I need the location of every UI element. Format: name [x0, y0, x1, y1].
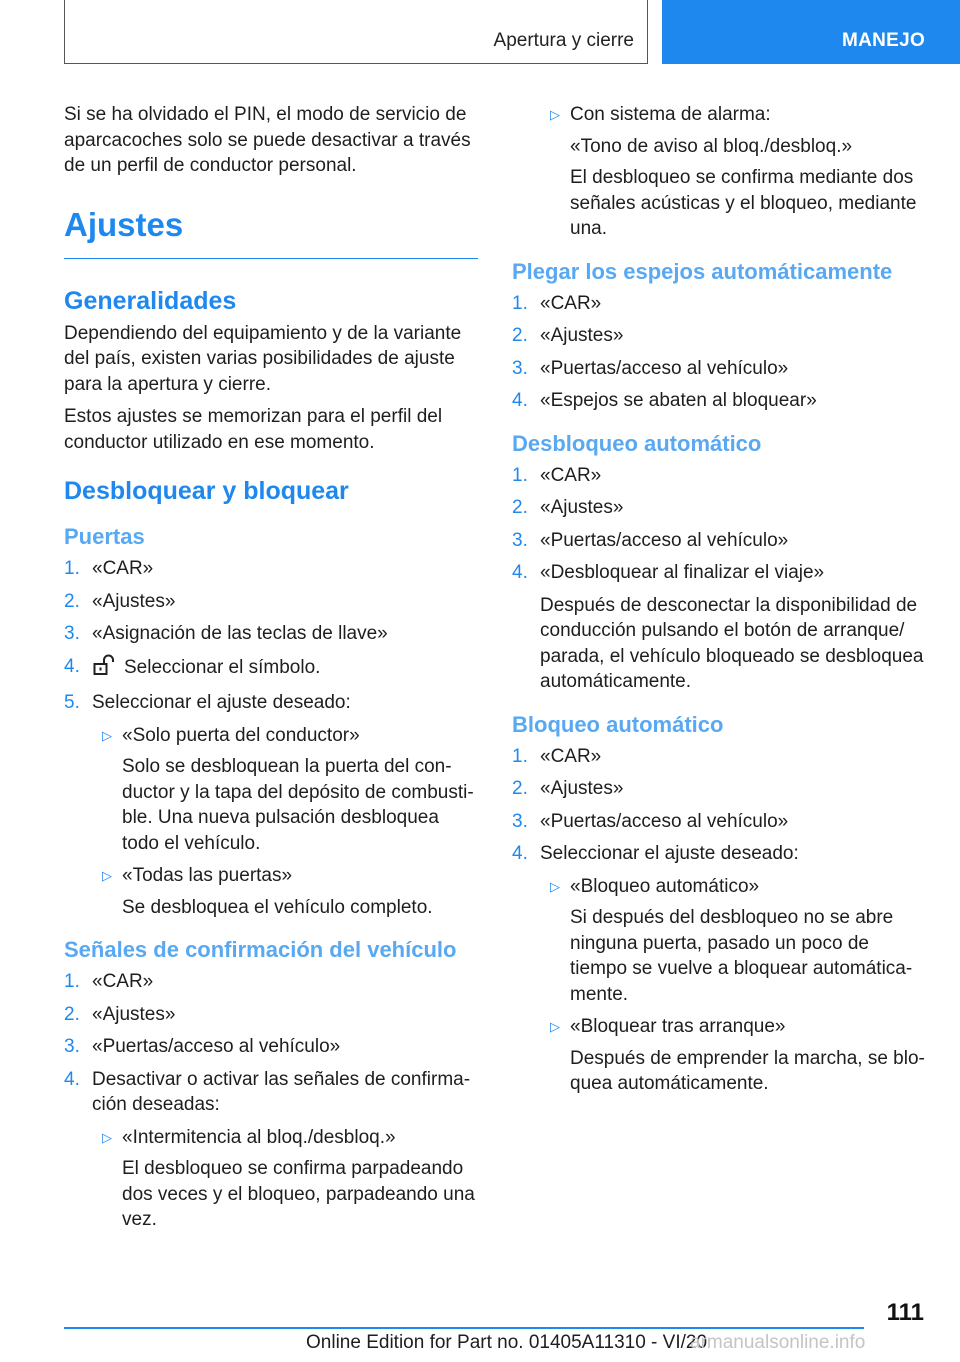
- list-item: [512, 323, 926, 349]
- step-number: 1.: [512, 292, 528, 314]
- sub-option: [512, 874, 926, 1008]
- bloqueo-steps: [512, 744, 926, 867]
- puertas-steps: [64, 556, 478, 716]
- triangle-bullet-icon: ▷: [550, 107, 560, 122]
- list-item: [512, 388, 926, 414]
- step-text: «CAR»: [540, 464, 602, 486]
- list-item: [512, 744, 926, 770]
- heading-desbloqueo-automatico: Desbloqueo automático: [512, 430, 762, 456]
- right-column: [512, 102, 926, 1104]
- step-text: «Ajustes»: [92, 1003, 176, 1025]
- list-item: [64, 1002, 478, 1028]
- option-description: Se desbloquea el vehículo completo.: [122, 896, 433, 918]
- list-item: [64, 621, 478, 647]
- step-number: 1.: [512, 464, 528, 486]
- triangle-bullet-icon: ▷: [550, 878, 560, 894]
- sub-option: [512, 102, 926, 242]
- option-description: Solo se desbloquean la puerta del con-ductor y la tapa del depósito de combusti-ble. Una nueva pulsación desbloquea todo el vehículo.: [122, 756, 474, 854]
- option-description: El desbloqueo se confirma mediante dos señales acústicas y el bloqueo, mediante una.: [570, 167, 917, 239]
- list-item: [512, 776, 926, 802]
- edition-text: Online Edition for Part no. 01405A11310 - VI/20: [306, 1332, 708, 1353]
- list-item: [64, 556, 478, 582]
- step-number: 4.: [64, 1068, 80, 1090]
- step-number: 4.: [512, 562, 528, 583]
- option-description: Si después del desbloqueo no se abre ninguna puerta, pasado un poco de tiempo se vuelve a bloquear automática-mente.: [570, 907, 913, 1005]
- step-text: «Puertas/acceso al vehículo»: [540, 529, 789, 551]
- list-item: [512, 841, 926, 867]
- list-item: [512, 291, 926, 317]
- sub-option: [512, 1014, 926, 1097]
- list-item: [64, 690, 478, 716]
- unlock-icon: [92, 654, 116, 684]
- option-title: «Todas las puertas»: [122, 865, 293, 886]
- footer-divider: [64, 1327, 864, 1329]
- step-number: 2.: [512, 325, 528, 346]
- step-text: «CAR»: [92, 558, 154, 579]
- step-text: «CAR»: [540, 292, 602, 314]
- step-number: 2.: [512, 778, 528, 799]
- step-text: «Puertas/acceso al vehículo»: [92, 1036, 341, 1057]
- heading-senales-confirmacion: Señales de confirmación del vehículo: [64, 937, 457, 962]
- page-header: [0, 0, 960, 66]
- step-text: «Puertas/acceso al vehículo»: [540, 810, 789, 832]
- step-number: 5.: [64, 692, 80, 713]
- sub-option: [64, 723, 478, 857]
- heading-bloqueo-automatico: Bloqueo automático: [512, 711, 724, 737]
- heading-ajustes: Ajustes: [64, 205, 478, 259]
- senales-steps: [64, 969, 478, 1118]
- heading-puertas: Puertas: [64, 524, 145, 549]
- heading-generalidades: Generalidades: [64, 286, 237, 315]
- espejos-steps: [512, 291, 926, 414]
- option-title: «Bloquear tras arranque»: [570, 1016, 786, 1037]
- list-item: [64, 1067, 478, 1118]
- list-item: [64, 589, 478, 615]
- option-description: Después de emprender la marcha, se blo-quea automáticamente.: [570, 1047, 925, 1094]
- intro-paragraph: Si se ha olvidado el PIN, el modo de servicio de aparcacoches solo se puede desactivar a través de un perfil de conductor personal.: [64, 104, 471, 176]
- generalidades-paragraph-2: Estos ajustes se memorizan para el perfil del conductor utilizado en ese momento.: [64, 406, 443, 453]
- desbloqueo-steps: [512, 463, 926, 586]
- generalidades-paragraph-1: Dependiendo del equipamiento y de la variante del país, existen varias posibilidades de ajuste para la apertura y cierre.: [64, 322, 462, 395]
- step-text: Desactivar o activar las señales de confirma-ción deseadas:: [92, 1068, 471, 1115]
- triangle-bullet-icon: ▷: [102, 1129, 112, 1145]
- heading-desbloquear-bloquear: Desbloquear y bloquear: [64, 477, 349, 505]
- heading-plegar-espejos: Plegar los espejos automáticamente: [512, 258, 893, 284]
- page-number: 111: [886, 1299, 924, 1326]
- step-text: «Espejos se abaten al bloquear»: [540, 390, 817, 411]
- step-number: 1.: [64, 971, 80, 992]
- step-number: 2.: [64, 1003, 80, 1025]
- list-item: [512, 463, 926, 489]
- sub-option: [64, 1125, 478, 1233]
- step-text: «Desbloquear al finalizar el viaje»: [540, 562, 825, 583]
- triangle-bullet-icon: ▷: [102, 868, 112, 883]
- step-text: «Puertas/acceso al vehículo»: [540, 357, 789, 379]
- step-text: «Asignación de las teclas de llave»: [92, 623, 388, 644]
- step-number: 1.: [512, 745, 528, 767]
- step-text: Seleccionar el símbolo.: [124, 656, 321, 678]
- list-item: [64, 654, 478, 684]
- option-title: Con sistema de alarma:: [570, 104, 771, 125]
- step-number: 3.: [512, 357, 528, 379]
- option-title: «Solo puerta del conductor»: [122, 724, 360, 746]
- list-item: [64, 969, 478, 995]
- option-title: «Bloqueo automático»: [570, 875, 760, 897]
- step-text: «Ajustes»: [540, 325, 624, 346]
- list-item: [512, 809, 926, 835]
- list-item: [512, 356, 926, 382]
- step-text: «CAR»: [92, 971, 154, 992]
- step-text: «Ajustes»: [540, 778, 624, 799]
- desbloqueo-note: Después de desconectar la disponibilidad de conducción pulsando el botón de arranque/ parada, el vehículo bloqueado se desbloquea automáticamente.: [540, 594, 924, 692]
- option-description: «Tono de aviso al bloq./desbloq.»: [570, 135, 853, 157]
- step-number: 1.: [64, 558, 80, 579]
- option-title: «Intermitencia al bloq./desbloq.»: [122, 1126, 396, 1148]
- list-item: [512, 495, 926, 521]
- watermark-text: armanualsonline.info: [690, 1332, 866, 1353]
- step-number: 3.: [64, 623, 80, 644]
- step-text: «Ajustes»: [92, 590, 176, 612]
- step-number: 2.: [64, 590, 80, 612]
- section-title: Apertura y cierre: [493, 30, 634, 51]
- step-number: 2.: [512, 497, 528, 518]
- step-number: 3.: [512, 529, 528, 551]
- sub-option: [64, 863, 478, 920]
- option-description: El desbloqueo se confirma parpadeando dos veces y el bloqueo, parpadeando una vez.: [122, 1158, 475, 1230]
- list-item: [512, 560, 926, 586]
- chapter-label: MANEJO: [842, 30, 926, 51]
- step-text: Seleccionar el ajuste deseado:: [540, 843, 799, 864]
- step-number: 3.: [64, 1036, 80, 1057]
- chapter-tab: [662, 0, 960, 64]
- step-text: Seleccionar el ajuste deseado:: [92, 692, 351, 713]
- step-text: «CAR»: [540, 745, 602, 767]
- triangle-bullet-icon: ▷: [102, 727, 112, 743]
- list-item: [64, 1034, 478, 1060]
- list-item: [512, 528, 926, 554]
- step-number: 3.: [512, 810, 528, 832]
- triangle-bullet-icon: ▷: [550, 1019, 560, 1034]
- step-text: «Ajustes»: [540, 497, 624, 518]
- left-column: [64, 102, 478, 1240]
- step-number: 4.: [512, 843, 528, 864]
- step-number: 4.: [64, 655, 80, 677]
- step-number: 4.: [512, 390, 528, 411]
